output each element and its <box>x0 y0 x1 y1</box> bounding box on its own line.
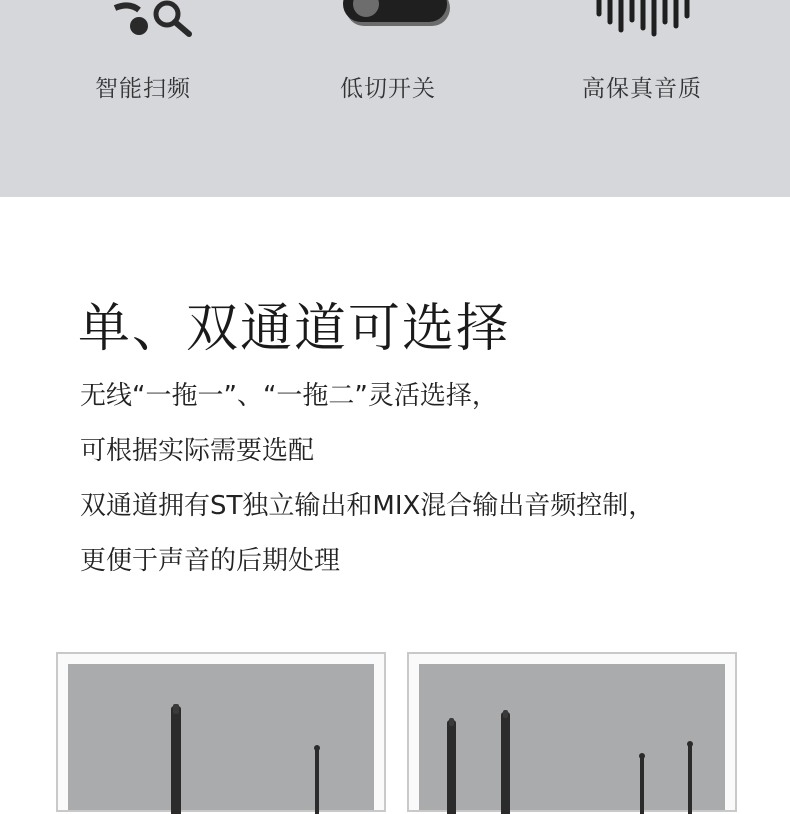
description-line: 无线“一拖一”、“一拖二”灵活选择， <box>80 381 498 411</box>
antenna-icon <box>68 664 374 814</box>
single-channel-receiver-image <box>68 664 374 810</box>
dual-channel-card <box>407 652 737 812</box>
scan-search-icon <box>43 0 243 50</box>
description-line: 双通道拥有ST独立输出和MIX混合输出音频控制， <box>80 491 655 521</box>
feature-low-cut-switch <box>288 0 488 120</box>
feature-label: 高保真音质 <box>582 76 702 102</box>
description-line: 可根据实际需要选配 <box>80 436 315 466</box>
feature-band <box>0 0 790 197</box>
single-channel-card <box>56 652 386 812</box>
feature-smart-scan <box>43 0 243 120</box>
dual-channel-receiver-image <box>419 664 725 810</box>
feature-label: 智能扫频 <box>95 76 191 102</box>
sound-wave-icon <box>542 0 742 50</box>
toggle-switch-icon <box>288 0 488 50</box>
feature-label: 低切开关 <box>340 76 436 102</box>
antenna-icon <box>419 664 725 814</box>
feature-hifi-sound <box>542 0 742 120</box>
section-title: 单、双通道可选择 <box>78 299 511 359</box>
description-line: 更便于声音的后期处理 <box>80 546 341 576</box>
